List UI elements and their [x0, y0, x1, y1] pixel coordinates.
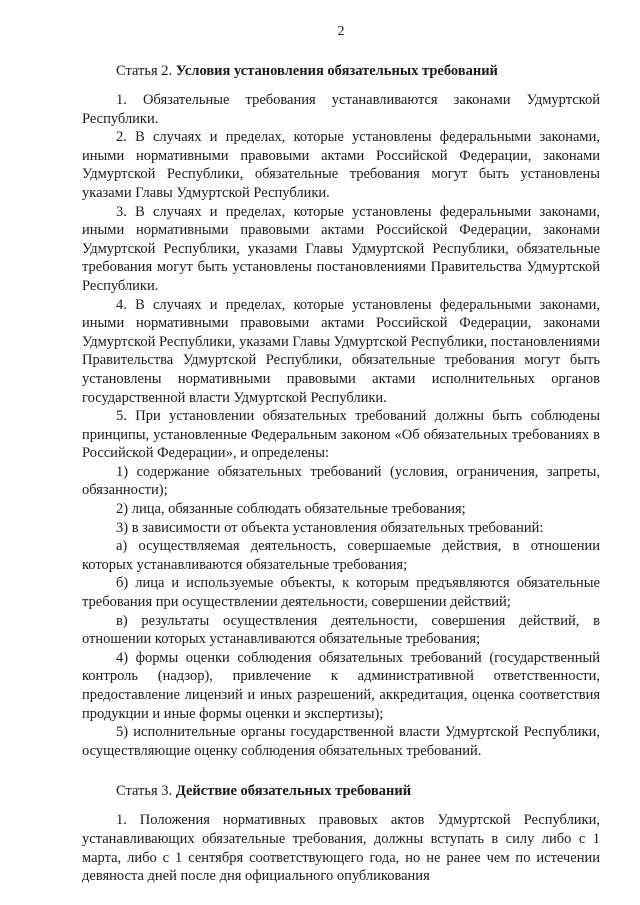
article-2-sub-item: в) результаты осуществления деятельности, совершения действий, в отношении которых устанавливаются обязательные требования;: [82, 612, 600, 648]
article-2-sub-item: а) осуществляемая деятельность, совершаемые действия, в отношении которых устанавливаются обязательные требования;: [82, 538, 600, 573]
document-page: [82, 24, 600, 886]
article-2-sub-item: б) лица и используемые объекты, к которым предъявляются обязательные требования при осуществлении деятельности, совершении действий;: [82, 575, 600, 611]
article-2-list-item: 5) исполнительные органы государственной власти Удмуртской Республики, осуществляющие оценку соблюдения обязательных требований.: [82, 724, 600, 759]
article-2-paragraph: 3. В случаях и пределах, которые установлены федеральными законами, иными нормативными правовыми актами Российской Федерации, законами Удмуртской Республики, указами Главы Удмуртской Республики, обязательные требования могут быть установлены постановлениями Правительства Удмуртской Республики.: [82, 203, 600, 294]
article-3-prefix: Статья 3.: [116, 783, 173, 800]
article-3-title: Действие обязательных требований: [175, 783, 412, 800]
article-2-list-item: 1) содержание обязательных требований (условия, ограничения, запреты, обязанности);: [82, 463, 600, 499]
article-2-paragraph: 1. Обязательные требования устанавливаются законами Удмуртской Республики.: [82, 92, 600, 127]
article-2-paragraph: 2. В случаях и пределах, которые установлены федеральными законами, иными нормативными правовыми актами Российской Федерации, законами Удмуртской Республики, обязательные требования могут быть установлены указами Главы Удмуртской Республики.: [82, 129, 600, 201]
article-3-heading: [82, 782, 600, 801]
article-2-paragraph: 4. В случаях и пределах, которые установлены федеральными законами, иными нормативными правовыми актами Российской Федерации, законами Удмуртской Республики, указами Главы Удмуртской Республики, постановлениями Правительства Удмуртской Республики, обязательные требования могут быть установлены нормативными правовыми актами исполнительных органов государственной власти Удмуртской Республики.: [82, 296, 600, 406]
article-2-list-item: 2) лица, обязанные соблюдать обязательные требования;: [116, 501, 466, 518]
article-2-heading: [82, 62, 600, 81]
article-2-title: Условия установления обязательных требований: [175, 63, 498, 79]
article-2-prefix: Статья 2.: [116, 63, 173, 79]
page-number: 2: [337, 24, 345, 39]
article-3-paragraph: 1. Положения нормативных правовых актов Удмуртской Республики, устанавливающих обязательные требования, должны вступать в силу либо с 1 марта, либо с 1 сентября соответствующего года, но не ранее чем по истечении девяноста дней после дня официального опубликования: [82, 812, 600, 885]
article-2-list-item: 4) формы оценки соблюдения обязательных требований (государственный контроль (надзор), привлечение к административной ответственности, предоставление лицензий и иных разрешений, аккредитация, оценка соответствия продукции и иные формы оценки и экспертизы);: [82, 649, 600, 722]
article-2-list-item: 3) в зависимости от объекта установления обязательных требований:: [116, 519, 544, 536]
section-gap: [82, 760, 600, 782]
article-2-paragraph: 5. При установлении обязательных требований должны быть соблюдены принципы, установленные Федеральным законом «Об обязательных требованиях в Российской Федерации», и определены:: [82, 408, 600, 462]
